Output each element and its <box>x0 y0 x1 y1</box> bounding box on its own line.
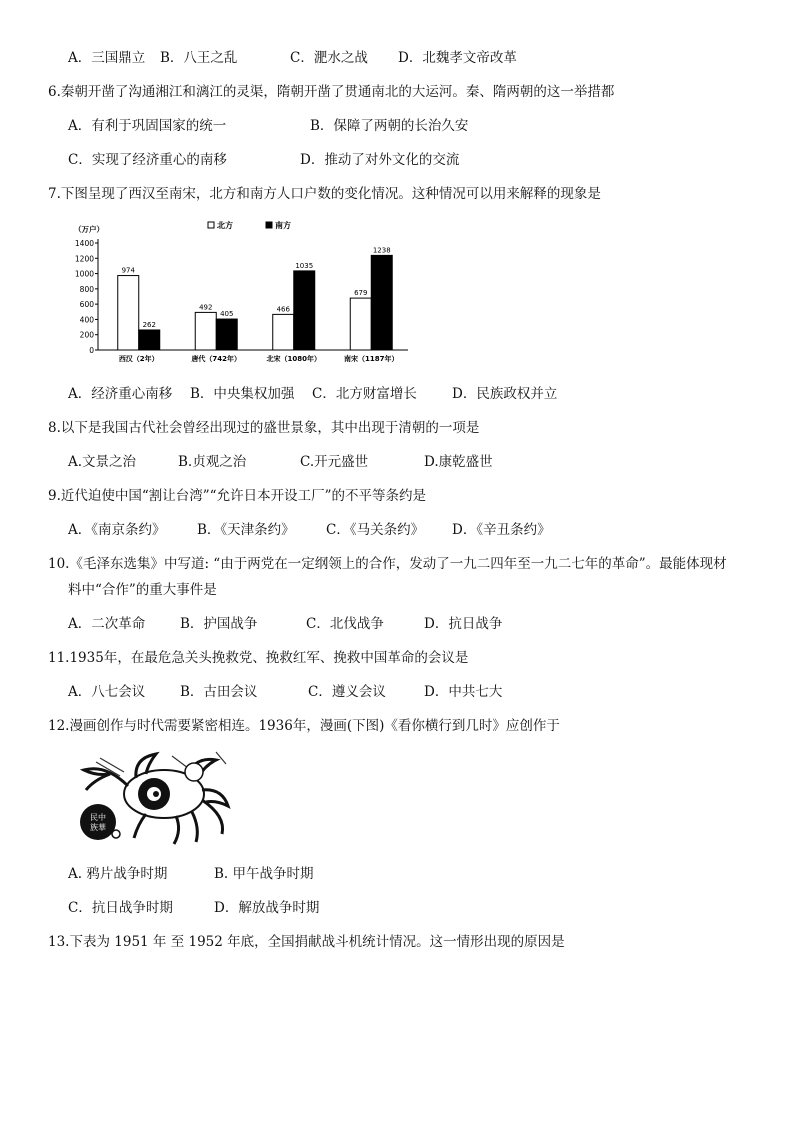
x-category-label: 唐代（742年） <box>191 355 242 363</box>
bar-0-1 <box>195 312 216 350</box>
q12-option-d: D．解放战争时期 <box>214 900 320 916</box>
x-category-label: 南宋（1187年） <box>344 355 399 363</box>
q6-option-d: D．推动了对外文化的交流 <box>300 152 460 168</box>
q9-option-a: A．《南京条约》 <box>68 522 166 538</box>
q11-option-a: A．八七会议 <box>68 684 146 700</box>
y-tick-label: 0 <box>89 346 94 355</box>
q8-option-d: D.康乾盛世 <box>424 454 493 470</box>
q9-stem: 9.近代迫使中国“割让台湾”“允许日本开设工厂”的不平等条约是 <box>48 488 426 504</box>
q5-option-b: B．八王之乱 <box>160 50 238 66</box>
q6-stem: 6.秦朝开凿了沟通湘江和漓江的灵渠，隋朝开凿了贯通南北的大运河。秦、隋两朝的这一举措都 <box>48 84 615 100</box>
q10-option-b: B．护国战争 <box>180 616 258 632</box>
q11-option-b: B．古田会议 <box>180 684 258 700</box>
y-tick-label: 800 <box>79 284 94 294</box>
bar-1-3 <box>371 255 392 350</box>
crab-cartoon-image <box>76 750 236 850</box>
bar-0-2 <box>273 314 294 350</box>
bar-value-label: 1238 <box>372 246 391 255</box>
x-category-label: 北宋（1080年） <box>266 355 321 363</box>
bar-value-label: 679 <box>354 289 368 298</box>
q11-option-c: C．遵义会议 <box>308 684 386 700</box>
q7-option-b: B．中央集权加强 <box>190 386 295 402</box>
q9-option-c: C．《马关条约》 <box>326 522 425 538</box>
bar-0-0 <box>118 276 139 350</box>
y-axis-label: （万户） <box>74 225 104 234</box>
q12-option-c: C．抗日战争时期 <box>68 900 173 916</box>
q5-option-d: D．北魏孝文帝改革 <box>398 50 517 66</box>
y-tick-label: 200 <box>79 330 94 340</box>
population-bar-chart <box>68 214 418 374</box>
bar-value-label: 405 <box>220 310 234 319</box>
q7-stem: 7.下图呈现了西汉至南宋，北方和南方人口户数的变化情况。这种情况可以用来解释的现象是 <box>48 186 601 202</box>
q10-stem-line1: 10.《毛泽东选集》中写道: “由于两党在一定纲领上的合作，发动了一九二四年至一九二七年的革命”。最能体现材 <box>48 556 727 572</box>
q11-option-d: D．中共七大 <box>424 684 503 700</box>
q11-stem: 11.1935年，在最危急关头挽救党、挽救红军、挽救中国革命的会议是 <box>48 650 469 666</box>
q12-option-a: A. 鸦片战争时期 <box>68 866 168 882</box>
legend-label-1: 南方 <box>275 221 291 230</box>
y-tick-label: 400 <box>79 315 94 325</box>
q9-option-d: D．《辛丑条约》 <box>452 522 551 538</box>
legend-label-0: 北方 <box>217 221 233 230</box>
q7-option-c: C．北方财富增长 <box>312 386 417 402</box>
q8-stem: 8.以下是我国古代社会曾经出现过的盛世景象，其中出现于清朝的一项是 <box>48 420 480 436</box>
q8-option-c: C.开元盛世 <box>300 454 369 470</box>
bar-1-0 <box>139 330 160 350</box>
q8-option-b: B.贞观之治 <box>178 454 247 470</box>
q10-stem-line2: 料中“合作”的重大事件是 <box>68 582 217 598</box>
q8-option-a: A.文景之治 <box>68 454 137 470</box>
legend-swatch-1 <box>266 222 272 228</box>
x-category-label: 西汉（2年） <box>118 355 159 363</box>
q12-stem: 12.漫画创作与时代需要紧密相连。1936年，漫画(下图)《看你横行到几时》应创作于 <box>48 718 560 734</box>
q13-stem: 13.下表为 1951 年 至 1952 年底，全国捐献战斗机统计情况。这一情形出现的原因是 <box>48 934 565 950</box>
q12-option-b: B. 甲午战争时期 <box>214 866 314 882</box>
bar-value-label: 974 <box>121 266 135 275</box>
q5-option-c: C．淝水之战 <box>290 50 368 66</box>
q6-option-b: B．保障了两朝的长治久安 <box>310 118 469 134</box>
y-tick-label: 1000 <box>74 269 94 279</box>
q7-option-d: D．民族政权并立 <box>452 386 558 402</box>
bar-1-1 <box>216 319 237 350</box>
q9-option-b: B．《天津条约》 <box>197 522 295 538</box>
bar-0-3 <box>350 298 371 350</box>
bar-1-2 <box>294 271 315 350</box>
y-tick-label: 1200 <box>74 254 94 264</box>
y-tick-label: 600 <box>79 300 94 310</box>
bar-value-label: 1035 <box>295 261 314 270</box>
bar-value-label: 466 <box>276 305 290 314</box>
q7-option-a: A．经济重心南移 <box>68 386 173 402</box>
q10-option-a: A．二次革命 <box>68 616 146 632</box>
bar-value-label: 492 <box>199 303 213 312</box>
bar-value-label: 262 <box>142 320 156 329</box>
q10-option-d: D．抗日战争 <box>424 616 503 632</box>
y-tick-label: 1400 <box>74 239 94 248</box>
cartoon-label-line1: 民中 <box>90 813 106 822</box>
legend-swatch-0 <box>208 222 214 228</box>
q10-option-c: C．北伐战争 <box>306 616 384 632</box>
q5-option-a: A．三国鼎立 <box>68 50 146 66</box>
q6-option-c: C．实现了经济重心的南移 <box>68 152 227 168</box>
cartoon-label-line2: 族華 <box>90 823 106 832</box>
q6-option-a: A．有利于巩固国家的统一 <box>68 118 227 134</box>
